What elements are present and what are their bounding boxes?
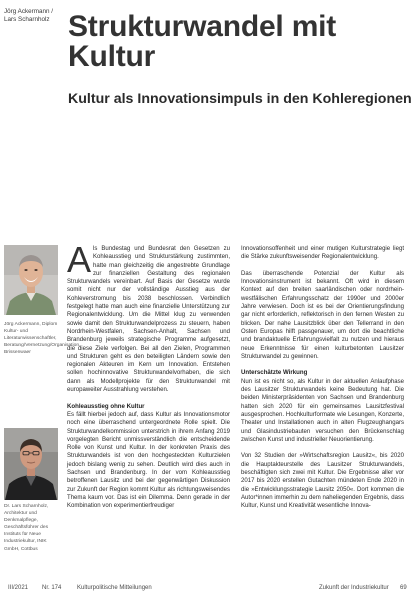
body-paragraph: Das überraschende Potenzial der Kultur als Innovationsinstrument ist bekannt. Oft wird in diesem Kontext auf den breiten saarländischen oder nordrhein-westfälischen Erfahrungsschatz der 1990er und 2000er Jahre verwiesen. Doch ist es bei der Orientierungsfindung gar nicht erforderlich, reflektorisch in den fernen Westen zu blicken. Der nahe Lausitzblick über den Tellerrand in den Osten Europas hilft passgenauer, um dort die beachtliche und brandaktuelle Erfahrungsvielfalt zu nutzen und hieraus neue Erkenntnisse für einen kulturbetonten Lausitzer Strukturwandel zu gewinnen.	[241, 270, 404, 360]
intro-paragraph	[67, 239, 230, 394]
body-paragraph: Nun ist es nicht so, als Kultur in der aktuellen Anlaufphase des Lausitzer Strukturwandels keine Bedeutung hat. Die beiden Ministerpräsidenten von Sachsen und Brandenburg hatten sich 2020 für ein gemeinsames Lausitzfestival ausgesprochen. Hochkulturformate wie Lesungen, Konzerte, Theater und Installationen auch in alten Flugzeughangars und Glasindustriebauten versuchen den Brückenschlag zwischen Kunst und industrieller Neuorientierung.	[241, 378, 404, 443]
article-subtitle: Kultur als Innovationsimpuls in den Kohleregionen	[68, 91, 412, 107]
footer-publication: Kulturpolitische Mitteilungen	[77, 585, 152, 591]
footer-issue: III/2021	[8, 585, 29, 591]
author-photo-ackermann	[4, 245, 58, 315]
author-caption-ackermann: Jörg Ackermann, Diplom Kultur- und Literaturwissenschaftler, Beratung/Vernetzung/Organisation, Brissenwaer	[4, 322, 81, 356]
author-photo-scharnholz	[4, 428, 58, 500]
footer-section: Zukunft der Industriekultur	[319, 585, 389, 591]
article-column-1	[67, 239, 231, 511]
intro-paragraph-text: ls Bundestag und Bundesrat den Gesetzen zu Kohleausstieg und Strukturstärkung zustimmten, hatte man gleichzeitig die angestrebte Grundlage zur finanziellen Gestaltung des regionalen Strukturwandels vereinbart. Auf Basis der Gesetze wurde somit nicht nur der vollständige Ausstieg aus der Kohleverstromung bis 2038 beschlossen. Verbindlich festgelegt hatte man auch eine finanzielle Unterstützung zur Regionalentwicklung. Um die Mittel klug zu verwenden sowie damit den Strukturwandelprozess zu steuern, haben Nordrhein-Westfalen, Sachsen-Anhalt, Sachsen und Brandenburg jeweils strategische Programme aufgesetzt, die diese Ziele verfolgen. Bei all den Zielen, Programmen und Strukturen geht es den beteiligten Ländern sowie den regionalen Akteuren im Kern um Innovation. Entstehen sollen hochinnovative Strukturwandelvorhaben, die sich dann als Modellprojekte für den Strukturwandel mit europaweiter Ausstrahlung verstehen.	[67, 246, 230, 394]
article-column-2	[241, 245, 404, 511]
body-paragraph: Es fällt hierbei jedoch auf, dass Kultur als Innovationsmotor noch eine überraschend untergeordnete Rolle spielt. Die Strukturwandelkommission unterstrich in ihrem Anfang 2019 vorgelegten Bericht unmissverständlich die entscheidende Rolle von Kunst und Kultur. In der konkreten Praxis des Strukturwandels ist von den hochgesteckten Kulturzielen jedoch bislang wenig zu sehen. Deutlich wird dies auch in Sachsen und Brandenburg. In der vom Kohleausstieg betroffenen Lausitz und bei der gegenwärtigen Diskussion zur Zukunft der Region kommt Kultur als richtungsweisendes Thema kaum vor. Das ist ein Dilemma. Denn gerade in der Kombination von experimentierfreudiger	[67, 411, 231, 510]
section-heading-unterschaetzte-wirkung: Unterschätzte Wirkung	[241, 369, 308, 377]
body-paragraph: Von 32 Studien der »Wirtschaftsregion Lausitz«, bis 2020 die Hauptakteurstelle des Lausitzer Strukturwandels, beschäftigten sich zwei mit Kultur. Die Ergebnisse aller vor 2017 bis 2020 erstellen Gutachten mündeten Ende 2020 in die »Entwicklungsstrategie Lausitz 2050«. Dort kommen die Autor*innen immerhin zu dem naheliegenden Ergebnis, dass Kultur, Kunst und Kreativität wesentliche Innova-	[241, 453, 404, 510]
footer-number: Nr. 174	[42, 585, 62, 591]
section-heading-kohleausstieg: Kohleausstieg ohne Kultur	[67, 402, 145, 410]
dropcap-letter: A	[67, 239, 92, 280]
author-caption-scharnholz: Dr. Lars Scharnholz, Architektur und Denkmalpflege, Geschäftsführer des Instituts für Neue Industriekultur, INIK GmbH, Cottbus	[4, 504, 49, 552]
article-title: Strukturwandel mit Kultur	[68, 10, 337, 73]
body-paragraph: Innovationsoffenheit und einer mutigen Kulturstrategie liegt die Stärke zukunftsweisender Regionalentwicklung.	[241, 246, 404, 261]
footer-page-number: 69	[400, 585, 407, 591]
author-names: Jörg Ackermann / Lars Scharnholz	[4, 8, 53, 24]
page-footer	[0, 582, 420, 596]
